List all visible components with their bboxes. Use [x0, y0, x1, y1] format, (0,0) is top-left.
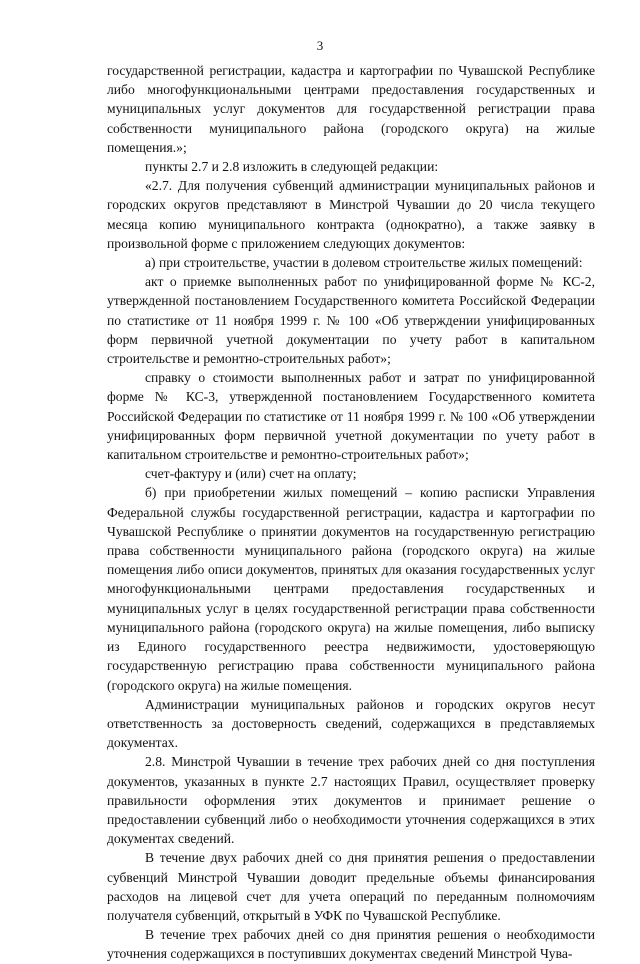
- page-number: 3: [316, 38, 324, 53]
- paragraph: акт о приемке выполненных работ по унифицированной форме № КС-2, утвержденной постановлением Государственного комитета Российской Федерации по статистике от 11 ноября 1999 г. № 100 «Об утверждении унифицированных форм первичной учетной документации по учету работ в капитальном строительстве и ремонтно-строительных работ»;: [107, 274, 595, 367]
- paragraph: а) при строительстве, участии в долевом строительстве жилых помещений:: [145, 255, 583, 271]
- paragraph: 2.8. Минстрой Чувашии в течение трех рабочих дней со дня поступления документов, указанных в пункте 2.7 настоящих Правил, осуществляет проверку правильности оформления этих документов и принимает решение о предоставлении субвенций либо о необходимости уточнения содержащихся в этих документах сведений.: [107, 754, 595, 847]
- paragraph: справку о стоимости выполненных работ и затрат по унифицированной форме № КС-3, утвержденной постановлением Государственного комитета Российской Федерации по статистике от 11 ноября 1999 г. № 100 «Об утверждении унифицированных форм первичной учетной документации по учету работ в капитальном строительстве и ремонтно-строительных работ»;: [107, 370, 595, 463]
- paragraph: «2.7. Для получения субвенций администрации муниципальных районов и городских округов представляют в Минстрой Чувашии до 20 числа текущего месяца копию муниципального контракта (однократно), а также заявку в произвольной форме с приложением следующих документов:: [107, 178, 595, 251]
- paragraph: пункты 2.7 и 2.8 изложить в следующей редакции:: [145, 159, 439, 175]
- paragraph: государственной регистрации, кадастра и картографии по Чувашской Республике либо многофункциональными центрами предоставления государственных и муниципальных услуг документов для государственной регистрации права собственности муниципального района (городского округа) на жилые помещения.»;: [107, 63, 595, 155]
- paragraph: Администрации муниципальных районов и городских округов несут ответственность за достоверность сведений, содержащихся в представляемых документах.: [107, 696, 595, 751]
- paragraph: В течение трех рабочих дней со дня принятия решения о необходимости уточнения содержащихся в поступивших документах сведений Минстрой Чува-: [107, 927, 595, 962]
- paragraph: В течение двух рабочих дней со дня принятия решения о предоставлении субвенций Минстрой Чувашии доводит предельные объемы финансирования расходов на лицевой счет для учета операций по переданным полномочиям получателя субвенций, открытый в УФК по Чувашской Республике.: [107, 850, 595, 923]
- paragraph: счет-фактуру и (или) счет на оплату;: [145, 466, 357, 482]
- document-body: [107, 61, 595, 964]
- paragraph: б) при приобретении жилых помещений – копию расписки Управления Федеральной службы государственной регистрации, кадастра и картографии по Чувашской Республике о принятии документов на государственную регистрацию права собственности муниципального района (городского округа) на жилые помещения либо описи документов, принятых для оказания государственных услуг многофункциональными центрами предоставления государственных и муниципальных услуг в целях государственной регистрации права собственности муниципального района (городского округа) на жилые помещения, либо выписку из Единого государственного реестра недвижимости, удостоверяющую государственную регистрацию права собственности муниципального района (городского округа) на жилые помещения.: [107, 485, 595, 693]
